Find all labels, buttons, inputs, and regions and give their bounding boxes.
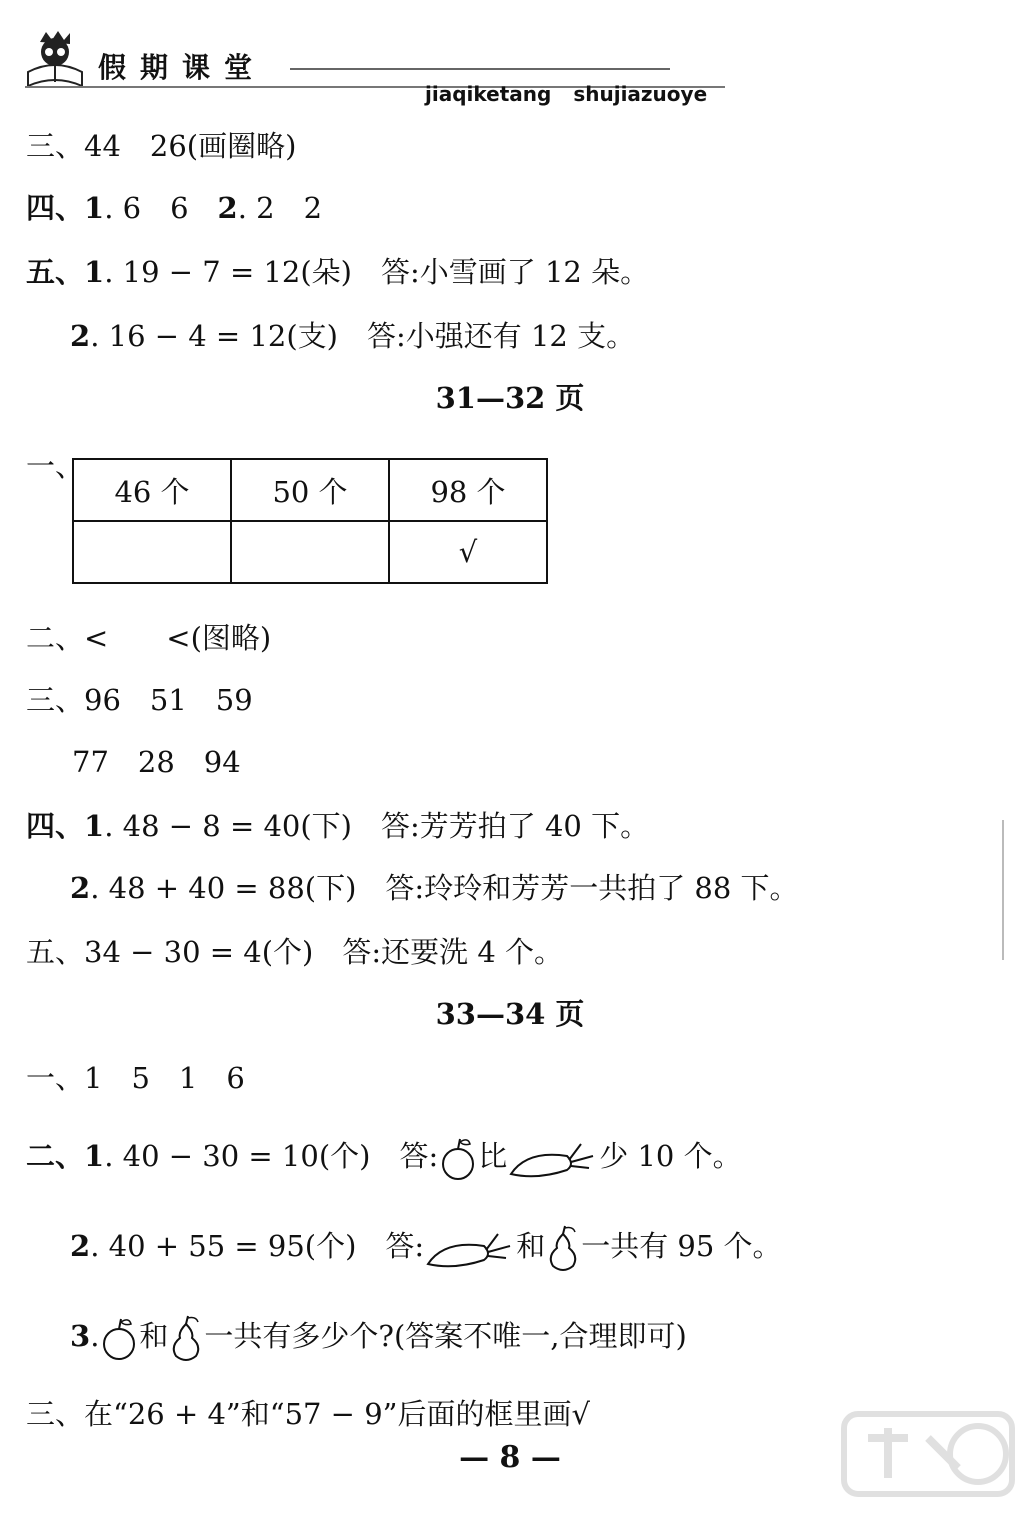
apple-icon xyxy=(99,1314,139,1362)
answer-text: . 19 − 7 = 12(朵) 答:小雪画了 12 朵。 xyxy=(104,255,650,289)
table-row xyxy=(73,521,547,583)
watermark-icon xyxy=(838,1408,1018,1536)
sub-number: 2 xyxy=(70,1229,91,1263)
table-cell xyxy=(231,521,389,583)
pear-icon xyxy=(545,1224,581,1272)
answer-text: . 48 − 8 = 40(下) 答:芳芳拍了 40 下。 xyxy=(104,809,650,843)
answer-line: 三、在“26 + 4”和“57 − 9”后面的框里画√ xyxy=(26,1397,590,1431)
answer-line xyxy=(26,190,322,226)
sub-number: 1 xyxy=(84,255,105,289)
apple-icon xyxy=(438,1134,478,1182)
sub-number: 2 xyxy=(70,319,91,353)
answer-text: . 16 − 4 = 12(支) 答:小强还有 12 支。 xyxy=(90,319,636,353)
answer-text: 比 xyxy=(478,1139,508,1173)
section-heading: 33—34 页 xyxy=(435,997,585,1031)
answer-line xyxy=(26,254,649,290)
answer-text: . 40 − 30 = 10(个) 答: xyxy=(104,1139,439,1173)
answer-line xyxy=(26,1132,742,1182)
answer-text: 和 xyxy=(139,1319,169,1353)
table-cell: 98 个 xyxy=(389,459,547,521)
answer-text: 和 xyxy=(516,1229,546,1263)
carrot-icon xyxy=(507,1134,599,1182)
sub-number: 1 xyxy=(84,191,105,225)
margin-line xyxy=(1002,820,1004,960)
table-cell: √ xyxy=(389,521,547,583)
item-label: 四、 xyxy=(26,191,85,225)
pinyin-2: shujiazuoye xyxy=(573,82,708,106)
mascot-icon xyxy=(20,28,90,90)
table-cell xyxy=(73,521,231,583)
answer-text: . 40 + 55 = 95(个) 答: xyxy=(90,1229,425,1263)
answer-text: 一共有多少个?(答案不唯一,合理即可) xyxy=(204,1319,687,1353)
answer-line: 二、< <(图略) xyxy=(26,621,272,655)
answer-line xyxy=(70,870,799,906)
brand-title: 假期课堂 xyxy=(98,51,267,84)
answer-line: 三、96 51 59 xyxy=(26,683,253,717)
answer-text: . 48 + 40 = 88(下) 答:玲玲和芳芳一共拍了 88 下。 xyxy=(90,871,799,905)
table-cell: 50 个 xyxy=(231,459,389,521)
header-rule xyxy=(290,68,670,70)
answer-line: 77 28 94 xyxy=(72,745,241,779)
section-heading: 31—32 页 xyxy=(435,381,585,415)
page-header xyxy=(20,28,1020,108)
sub-number: 1 xyxy=(84,1139,105,1173)
answer-line: 五、34 − 30 = 4(个) 答:还要洗 4 个。 xyxy=(26,935,564,969)
table-row xyxy=(73,459,547,521)
sub-number: 2 xyxy=(70,871,91,905)
answer-line xyxy=(70,318,635,354)
answer-table xyxy=(72,458,548,584)
answer-line: 三、44 26(画圈略) xyxy=(26,129,297,163)
answer-line: 一、1 5 1 6 xyxy=(26,1061,245,1095)
answer-text: . 6 6 xyxy=(104,191,218,225)
item-label: 五、 xyxy=(26,255,85,289)
item-label: 一、 xyxy=(26,449,85,483)
answer-text: 少 10 个。 xyxy=(599,1139,742,1173)
sub-number: 3 xyxy=(70,1319,91,1353)
item-label: 四、 xyxy=(26,809,85,843)
pear-icon xyxy=(168,1314,204,1362)
answer-text: . 2 2 xyxy=(237,191,323,225)
answer-line xyxy=(26,808,649,844)
answer-line xyxy=(70,1222,782,1272)
pinyin-1: jiaqiketang xyxy=(425,82,552,106)
sub-number: 1 xyxy=(84,809,105,843)
answer-text: . xyxy=(90,1319,100,1353)
item-label: 二、 xyxy=(26,1139,85,1173)
sub-number: 2 xyxy=(217,191,238,225)
table-cell: 46 个 xyxy=(73,459,231,521)
answer-line xyxy=(70,1312,687,1362)
carrot-icon xyxy=(424,1224,516,1272)
answer-text: 一共有 95 个。 xyxy=(581,1229,782,1263)
page-number: — 8 — xyxy=(459,1440,561,1475)
header-pinyin xyxy=(425,82,707,106)
